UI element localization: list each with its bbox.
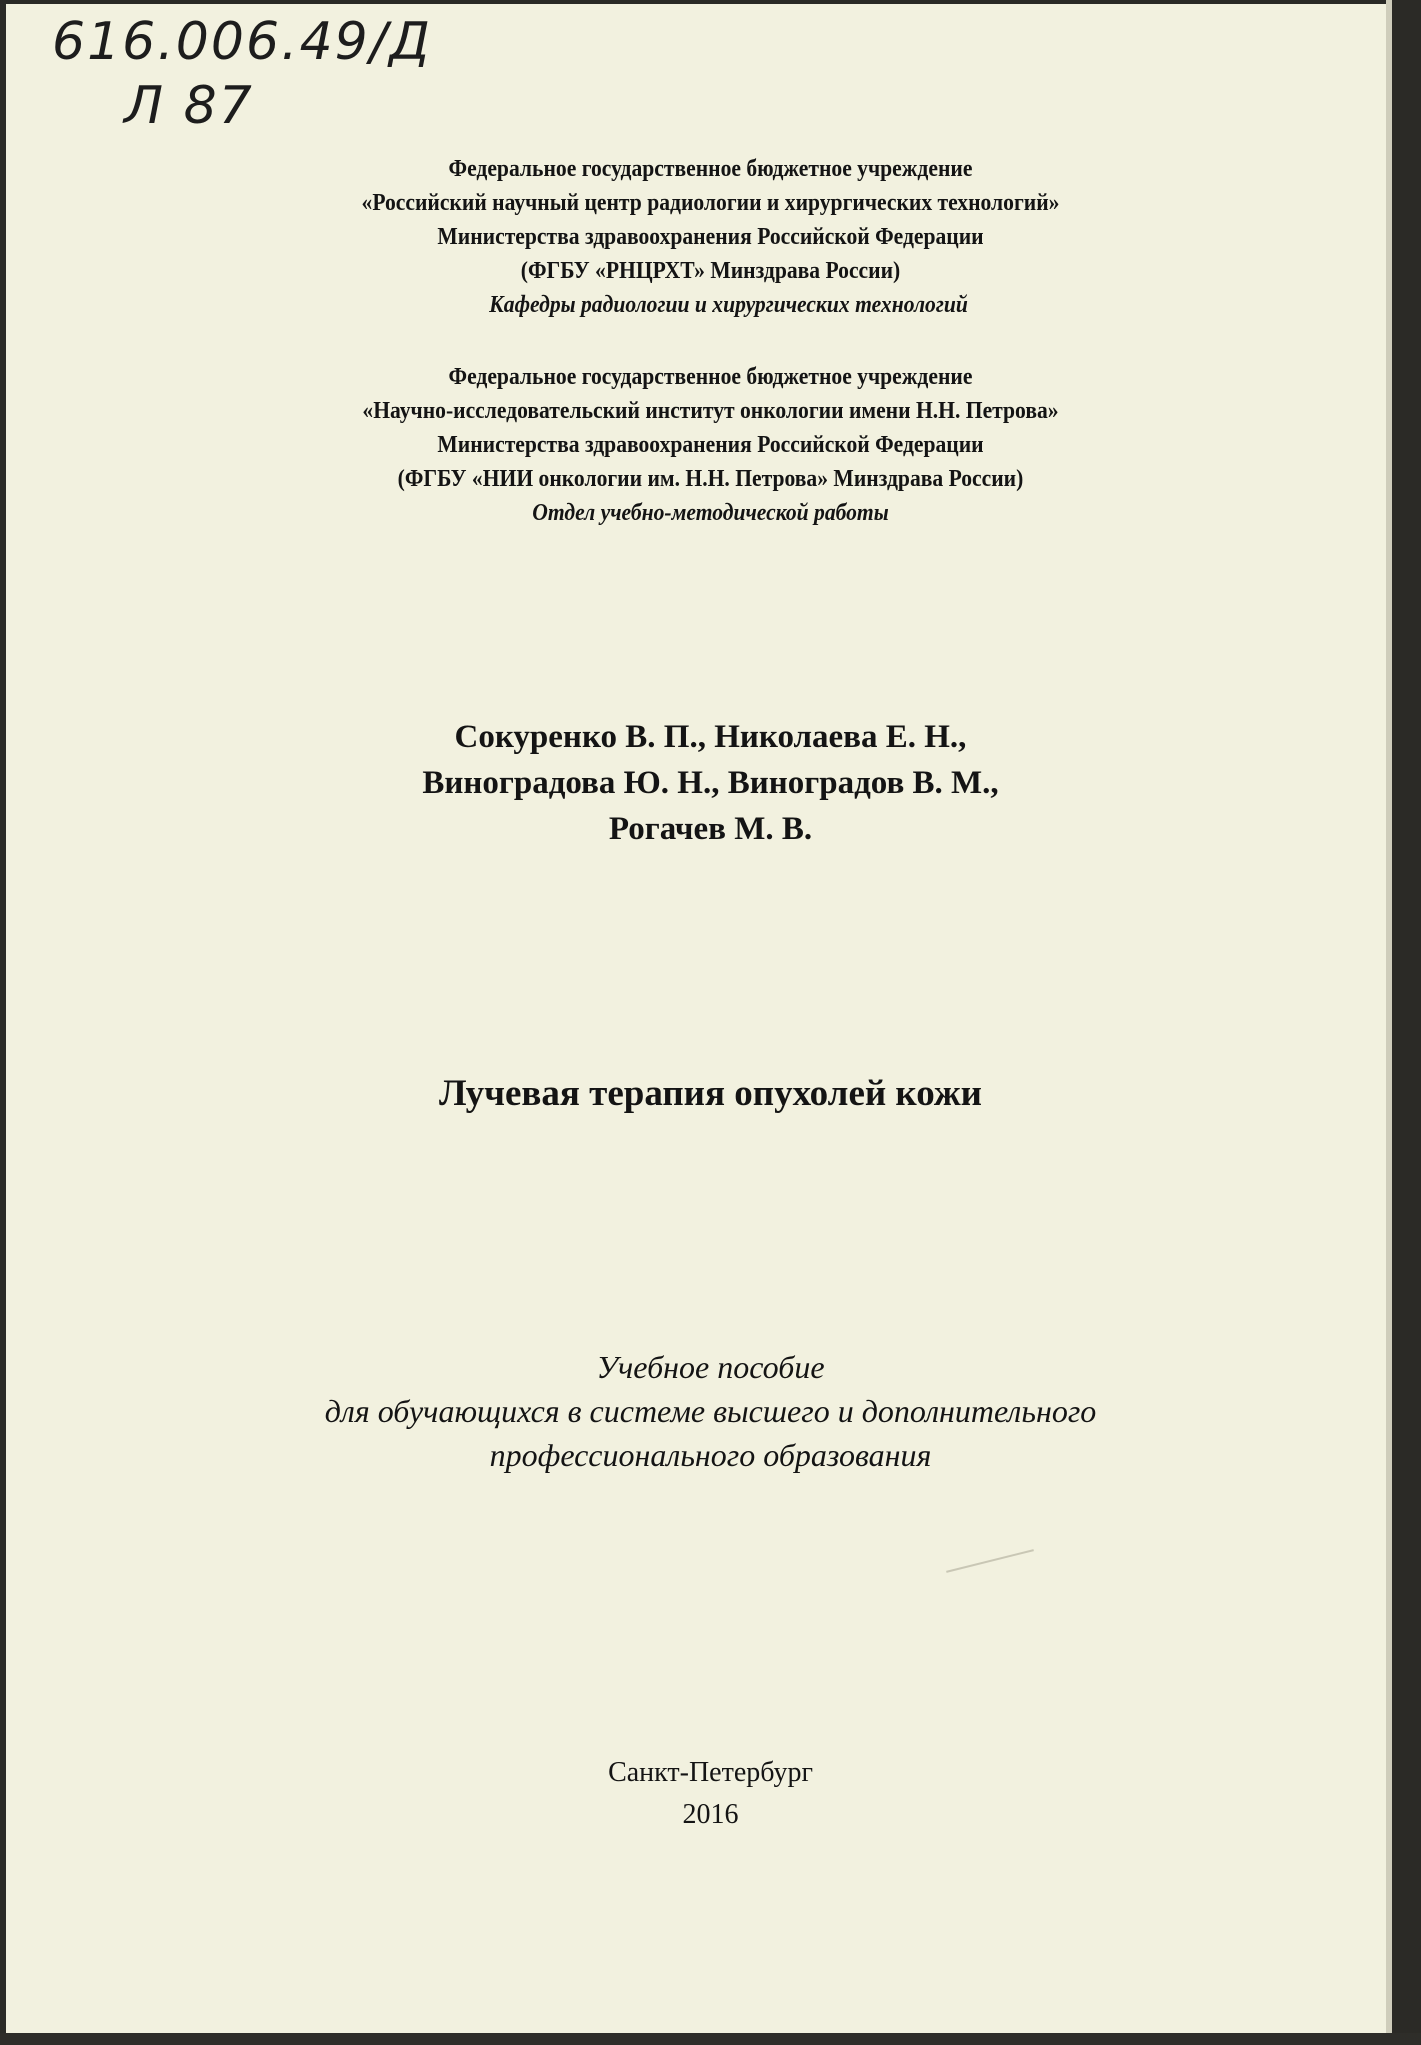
org2-department: Отдел учебно-методической работы: [532, 500, 889, 526]
scan-edge-top: [0, 0, 1421, 4]
shelfmark-author-code: Л 87: [124, 76, 254, 136]
org1-name: «Российский научный центр радиологии и хирургических технологий»: [361, 190, 1060, 216]
subtitle-line-3: профессионального образования: [489, 1437, 932, 1473]
imprint-year: 2016: [682, 1799, 739, 1830]
book-title: Лучевая терапия опухолей кожи: [438, 1073, 982, 1114]
book-subtitle: [0, 1345, 1421, 1477]
org1-type: Федеральное государственное бюджетное учреждение: [448, 156, 973, 182]
org1-department: Кафедры радиологии и хирургических технологий: [489, 292, 968, 318]
scan-edge-left: [0, 0, 6, 2045]
imprint-city: Санкт-Петербург: [608, 1757, 813, 1788]
org1-ministry: Министерства здравоохранения Российской Федерации: [437, 224, 984, 250]
authors-line-2: Виноградова Ю. Н., Виноградов В. М.,: [422, 765, 999, 801]
handwritten-shelfmark: [52, 10, 432, 138]
authors: [0, 714, 1421, 852]
org2-name: «Научно-исследовательский институт онкологии имени Н.Н. Петрова»: [362, 398, 1059, 424]
org2-type: Федеральное государственное бюджетное учреждение: [448, 364, 973, 390]
scan-edge-right: [1392, 0, 1421, 2045]
org2-ministry: Министерства здравоохранения Российской Федерации: [437, 432, 984, 458]
org1-abbreviation: (ФГБУ «РНЦРХТ» Минздрава России): [520, 258, 901, 284]
subtitle-line-1: Учебное пособие: [596, 1349, 825, 1385]
imprint: [0, 1752, 1421, 1836]
paper-mark: [946, 1549, 1034, 1573]
authors-line-1: Сокуренко В. П., Николаева Е. Н.,: [454, 719, 967, 755]
scan-edge-bottom: [0, 2033, 1421, 2045]
organization-2: [71, 360, 1350, 530]
authors-line-3: Рогачев М. В.: [608, 811, 813, 847]
org2-abbreviation: (ФГБУ «НИИ онкологии им. Н.Н. Петрова» Минздрава России): [397, 466, 1024, 492]
organization-1: [71, 152, 1350, 322]
shelfmark-classification: 616.006.49/Д: [52, 12, 432, 72]
subtitle-line-2: для обучающихся в системе высшего и дополнительного: [324, 1393, 1097, 1429]
